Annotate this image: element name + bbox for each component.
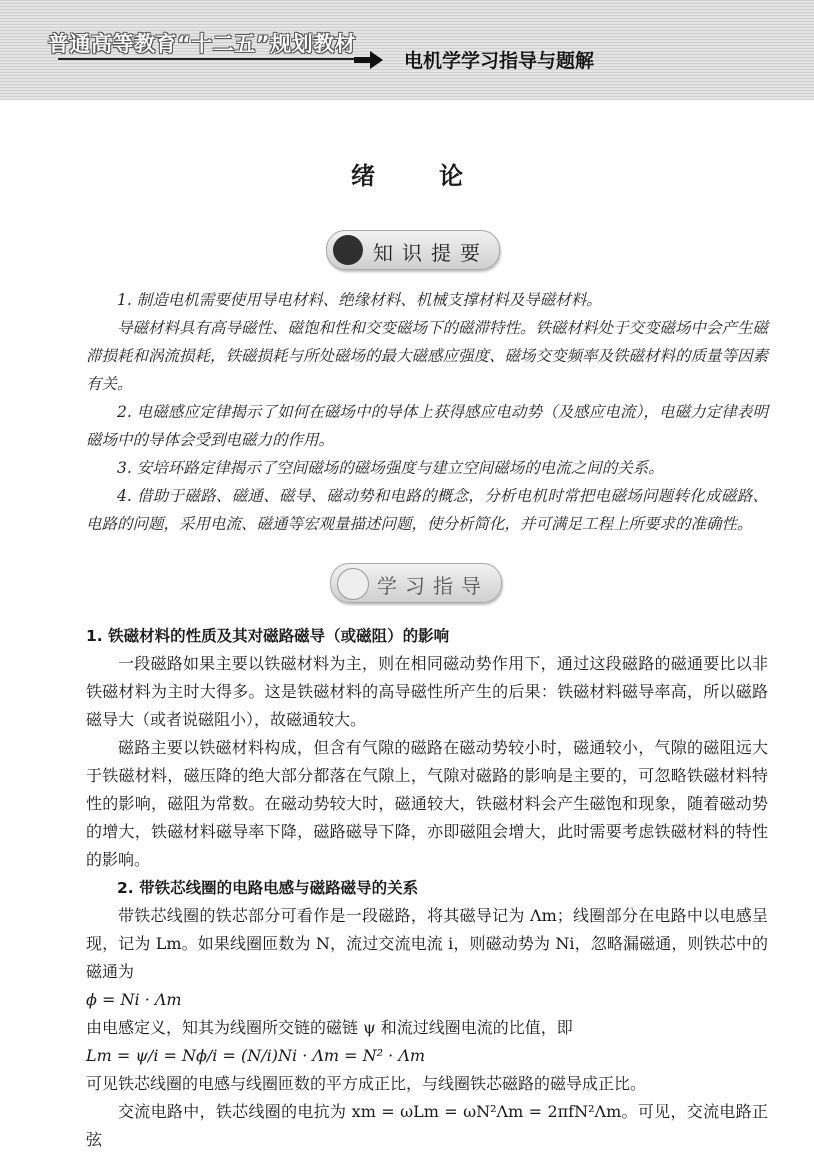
guide-paragraph: 由电感定义，知其为线圈所交链的磁链 ψ 和流过线圈电流的比值，即 <box>86 1018 573 1037</box>
guide-paragraph: 可见铁芯线圈的电感与线圈匝数的平方成正比，与线圈铁芯磁路的磁导成正比。 <box>86 1074 647 1093</box>
guide-paragraph: 交流电路中，铁芯线圈的电抗为 xm = ωLm = ωN²Λm = 2πfN²Λm。可见，交流电路正弦 <box>86 1102 768 1149</box>
guide-heading: 1. 铁磁材料的性质及其对磁路磁导（或磁阻）的影响 <box>86 627 450 645</box>
guide-section <box>86 622 768 1154</box>
guide-paragraph: 一段磁路如果主要以铁磁材料为主，则在相同磁动势作用下，通过这段磁路的磁通要比以非铁磁材料为主时大得多。这是铁磁材料的高导磁性所产生的后果：铁磁材料磁导率高，所以磁路磁导大（或者说磁阻小），故磁通较大。 <box>86 654 768 729</box>
summary-paragraph: 2. 电磁感应定律揭示了如何在磁场中的导体上获得感应电动势（及感应电流），电磁力定律表明磁场中的导体会受到电磁力的作用。 <box>86 403 768 449</box>
guide-banner-label: 学习指导 <box>377 574 489 598</box>
inductance-formula: Lm = ψ/i = Nϕ/i = (N/i)Ni · Λm = N² · Λm <box>86 1046 426 1065</box>
summary-paragraph: 导磁材料具有高导磁性、磁饱和性和交变磁场下的磁滞特性。铁磁材料处于交变磁场中会产生磁滞损耗和涡流损耗，铁磁损耗与所处磁场的最大磁感应强度、磁场交变频率及铁磁材料的质量等因素有关。 <box>86 319 769 393</box>
flux-formula: ϕ = Ni · Λm <box>86 990 182 1009</box>
chapter-title: 绪论 <box>351 162 527 190</box>
guide-heading: 2. 带铁芯线圈的电路电感与磁路磁导的关系 <box>117 879 419 897</box>
book-title: 电机学学习指导与题解 <box>404 50 595 72</box>
guide-paragraph: 带铁芯线圈的铁芯部分可看作是一段磁路，将其磁导记为 Λm；线圈部分在电路中以电感呈现，记为 Lm。如果线圈匝数为 N，流过交流电流 i，则磁动势为 Ni，忽略漏磁通，则铁芯中的磁通为 <box>86 906 768 981</box>
head-silhouette-icon <box>333 235 363 265</box>
summary-banner-label: 知识提要 <box>373 241 489 265</box>
guide-paragraph: 磁路主要以铁磁材料构成，但含有气隙的磁路在磁动势较小时，磁通较小，气隙的磁阻远大于铁磁材料，磁压降的绝大部分都落在气隙上，气隙对磁路的影响是主要的，可忽略铁磁材料特性的影响，磁阻为常数。在磁动势较大时，磁通较大，铁磁材料会产生磁饱和现象，随着磁动势的增大，铁磁材料磁导率下降，磁路磁导下降，亦即磁阻会增大，此时需要考虑铁磁材料的特性的影响。 <box>86 738 768 869</box>
summary-paragraph: 4. 借助于磁路、磁通、磁导、磁动势和电路的概念，分析电机时常把电磁场问题转化成磁路、电路的问题，采用电流、磁通等宏观量描述问题，使分析简化，并可满足工程上所要求的准确性。 <box>86 487 768 533</box>
summary-paragraph: 1. 制造电机需要使用导电材料、绝缘材料、机械支撑材料及导磁材料。 <box>117 291 602 309</box>
reading-person-icon <box>337 568 369 600</box>
series-title: 普通高等教育“十二五”规划教材 <box>48 32 357 56</box>
header-rule <box>58 58 358 60</box>
summary-section <box>86 286 768 538</box>
summary-banner <box>326 230 500 270</box>
arrow-right-icon <box>354 50 384 70</box>
summary-paragraph: 3. 安培环路定律揭示了空间磁场的磁场强度与建立空间磁场的电流之间的关系。 <box>117 459 664 477</box>
guide-banner <box>330 563 502 603</box>
